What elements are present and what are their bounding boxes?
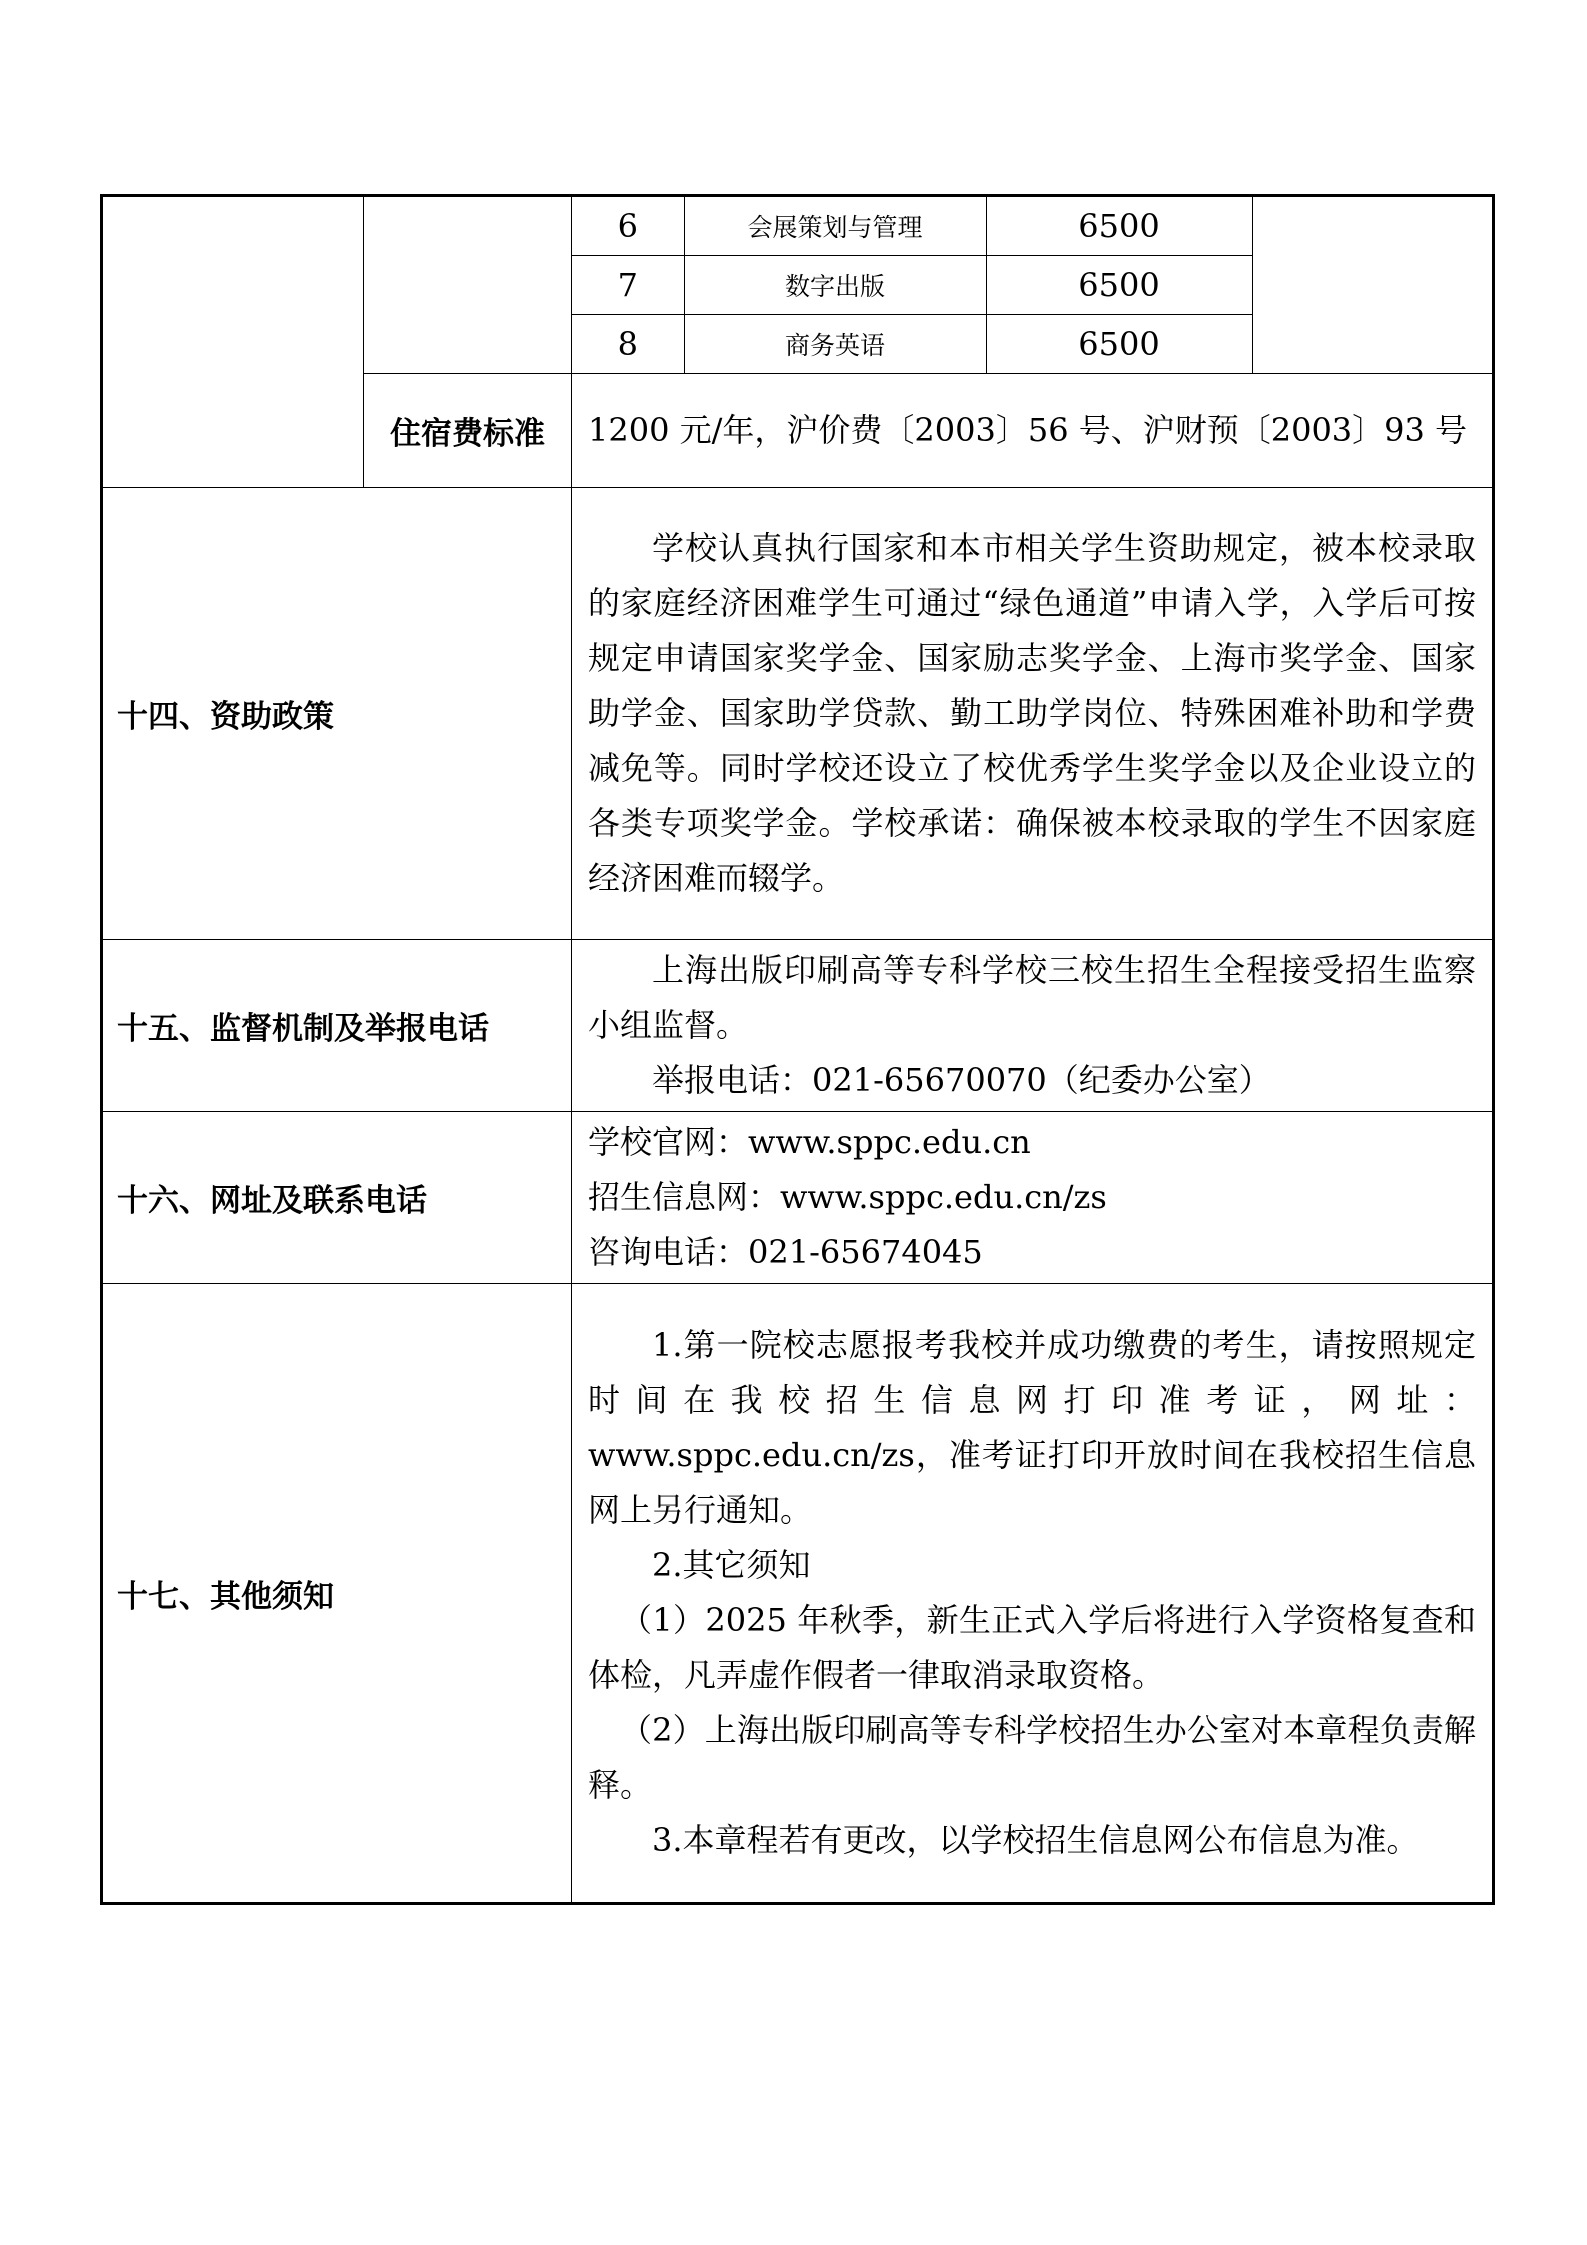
accommodation-text: 1200 元/年，沪价费〔2003〕56 号、沪财预〔2003〕93 号 (572, 374, 1494, 488)
aid-policy-label: 十四、资助政策 (102, 488, 572, 940)
table-row (572, 197, 1252, 256)
admissions-website: 招生信息网：www.sppc.edu.cn/zs (588, 1178, 1107, 1216)
notes-item-2: 2.其它须知 (652, 1546, 811, 1584)
report-phone: 举报电话：021-65670070（纪委办公室） (652, 1061, 1271, 1099)
major-fee: 6500 (986, 315, 1252, 374)
aid-policy-text: 学校认真执行国家和本市相关学生资助规定，被本校录取的家庭经济困难学生可通过“绿色通道”申请入学，入学后可按规定申请国家奖学金、国家励志奖学金、上海市奖学金、国家助学金、国家助学贷款、勤工助学岗位、特殊困难补助和学费减免等。同时学校还设立了校优秀学生奖学金以及企业设立的各类专项奖学金。学校承诺：确保被本校录取的学生不因家庭经济困难而辍学。 (588, 529, 1476, 897)
consult-phone: 咨询电话：021-65674045 (588, 1233, 983, 1271)
table-row (572, 315, 1252, 374)
notes-item-1: 1.第一院校志愿报考我校并成功缴费的考生，请按照规定时间在我校招生信息网打印准考证，网址：www.sppc.edu.cn/zs，准考证打印开放时间在我校招生信息网上另行通知。 (588, 1326, 1476, 1529)
majors-fee-table (572, 197, 1253, 373)
major-name: 数字出版 (684, 256, 986, 315)
table-row (572, 256, 1252, 315)
majors-row (102, 196, 1494, 374)
major-name: 会展策划与管理 (684, 197, 986, 256)
notes-row (102, 1284, 1494, 1904)
aid-policy-content (572, 488, 1494, 940)
empty-section-cell (102, 196, 364, 488)
contact-content (572, 1112, 1494, 1284)
supervision-text: 上海出版印刷高等专科学校三校生招生全程接受招生监察小组监督。 (588, 951, 1476, 1044)
admissions-table (100, 194, 1495, 1905)
major-fee: 6500 (986, 197, 1252, 256)
accommodation-label: 住宿费标准 (364, 374, 572, 488)
notes-label: 十七、其他须知 (102, 1284, 572, 1904)
empty-sub-cell (364, 196, 572, 374)
aid-policy-row (102, 488, 1494, 940)
school-website: 学校官网：www.sppc.edu.cn (588, 1123, 1031, 1161)
notes-item-2-2: （2）上海出版印刷高等专科学校招生办公室对本章程负责解释。 (588, 1711, 1476, 1804)
supervision-content (572, 940, 1494, 1112)
major-fee: 6500 (986, 256, 1252, 315)
major-number: 8 (572, 315, 684, 374)
majors-fee-cell (572, 196, 1494, 374)
notes-item-2-1: （1）2025 年秋季，新生正式入学后将进行入学资格复查和体检，凡弄虚作假者一律取消录取资格。 (588, 1601, 1476, 1694)
major-number: 6 (572, 197, 684, 256)
notes-item-3: 3.本章程若有更改，以学校招生信息网公布信息为准。 (652, 1821, 1419, 1859)
contact-row (102, 1112, 1494, 1284)
supervision-label: 十五、监督机制及举报电话 (102, 940, 572, 1112)
major-number: 7 (572, 256, 684, 315)
major-name: 商务英语 (684, 315, 986, 374)
supervision-row (102, 940, 1494, 1112)
notes-content (572, 1284, 1494, 1904)
contact-label: 十六、网址及联系电话 (102, 1112, 572, 1284)
